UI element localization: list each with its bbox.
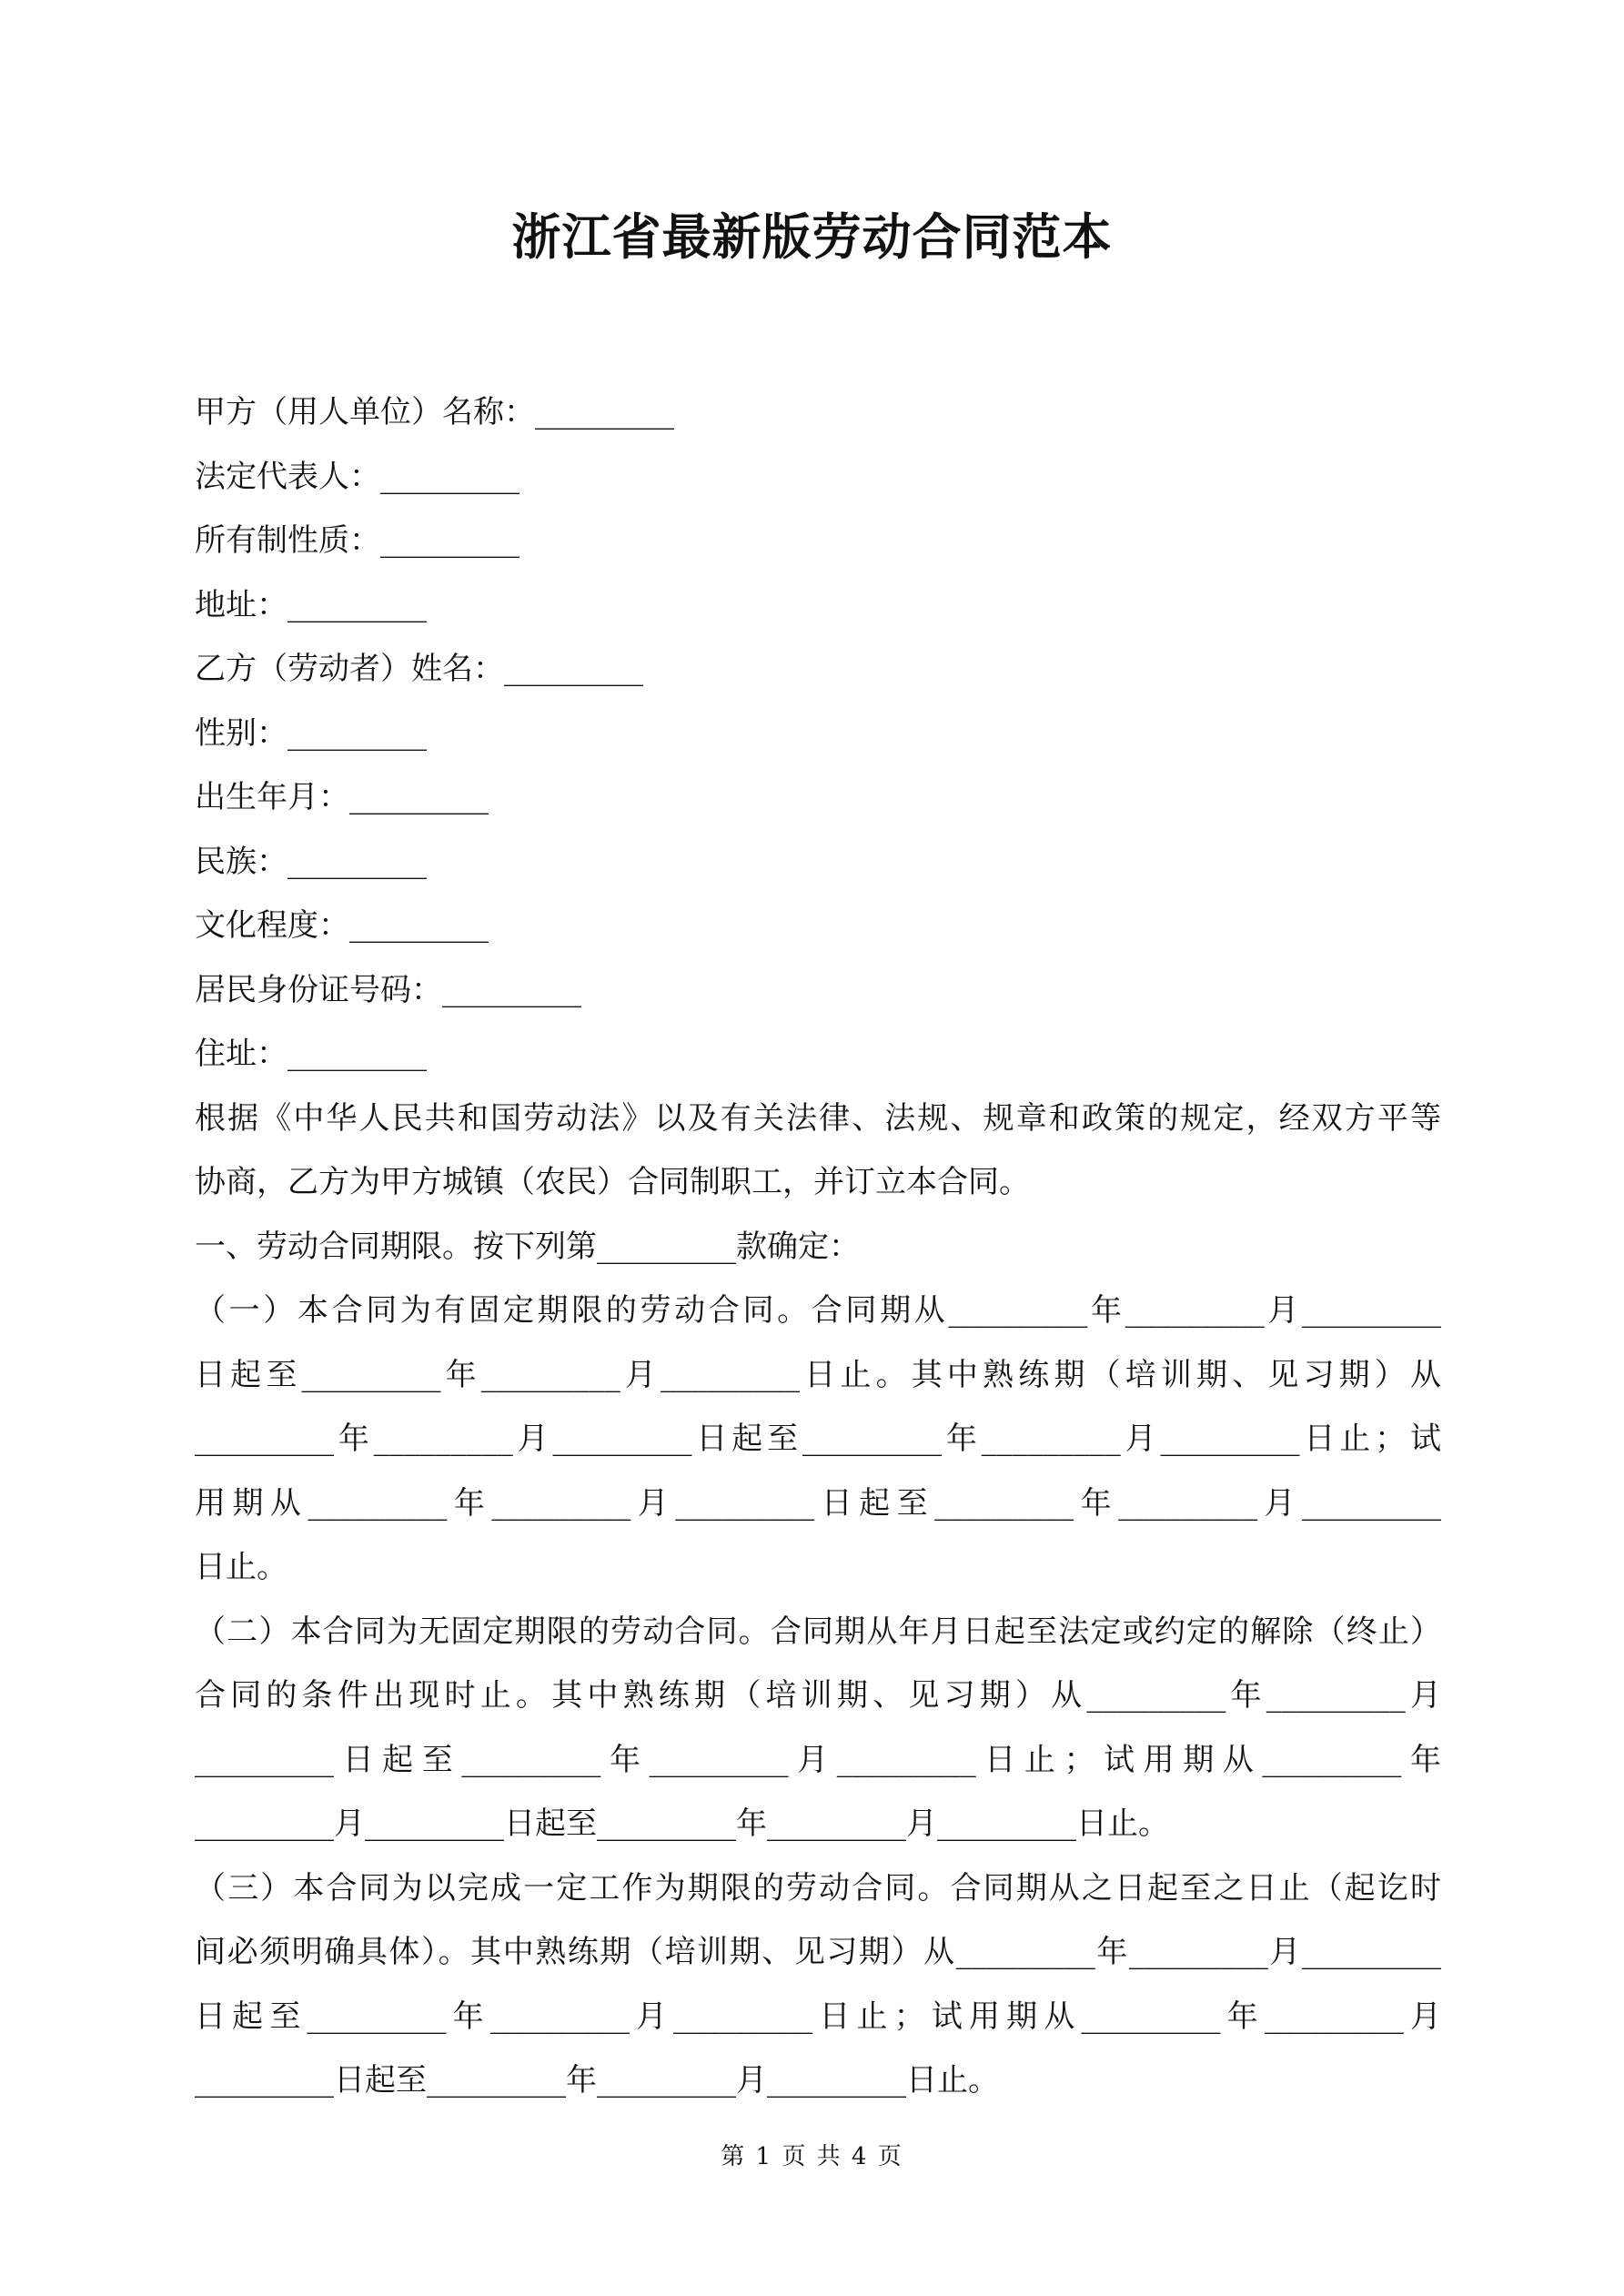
clause-line: 日起至_________年_________月_________日止。其中熟练期（培训期、见习期）从 <box>195 1356 1441 1393</box>
clause-line: _________日起至_________年_________月_________日止。 <box>195 2062 999 2099</box>
clause-line: 合同的条件出现时止。其中熟练期（培训期、见习期）从_________年_________月 <box>195 1677 1441 1714</box>
clause-line: （三）本合同为以完成一定工作为期限的劳动合同。合同期从之日起至之日止（起讫时 <box>195 1869 1441 1907</box>
clause-line: 日起至_________年_________月_________日止；试用期从_________年_________月 <box>195 1998 1441 2035</box>
party-a-name-line: 甲方（用人单位）名称：_________ <box>195 394 674 430</box>
clause-line: （一）本合同为有固定期限的劳动合同。合同期从_________年_________月_________ <box>195 1292 1441 1329</box>
clause-line: 日止。 <box>195 1549 287 1585</box>
clause-line: 间必须明确具体）。其中熟练期（培训期、见习期）从_________年_________月_________ <box>195 1934 1441 1970</box>
clause-line: 用期从_________年_________月_________日起至_________年_________月_________ <box>195 1484 1441 1522</box>
gender-line: 性别：_________ <box>195 714 427 752</box>
id-number-line: 居民身份证号码：_________ <box>195 971 581 1008</box>
clause-line: _________月_________日起至_________年_________月_________日止。 <box>195 1805 1169 1842</box>
ownership-nature-line: 所有制性质：_________ <box>195 522 519 559</box>
ethnicity-line: 民族：_________ <box>195 843 427 880</box>
preamble-line: 根据《中华人民共和国劳动法》以及有关法律、法规、规章和政策的规定，经双方平等 <box>195 1099 1441 1137</box>
party-a-address-line: 地址：_________ <box>195 586 427 623</box>
clause-line: _________年_________月_________日起至_________年_________月_________日止；试 <box>195 1421 1441 1457</box>
education-line: 文化程度：_________ <box>195 907 489 944</box>
page-title: 浙江省最新版劳动合同范本 <box>511 207 1113 266</box>
page-number-footer: 第 1 页 共 4 页 <box>721 2143 903 2170</box>
document-body <box>195 380 1441 2113</box>
preamble-line: 协商，乙方为甲方城镇（农民）合同制职工，并订立本合同。 <box>195 1164 1030 1200</box>
section-heading: 一、劳动合同期限。按下列第_________款确定： <box>195 1228 860 1265</box>
birth-date-line: 出生年月：_________ <box>195 779 489 815</box>
party-b-address-line: 住址：_________ <box>195 1036 427 1072</box>
clause-line: _________日起至_________年_________月_________日止；试用期从_________年 <box>195 1741 1441 1778</box>
legal-representative-line: 法定代表人：_________ <box>195 458 519 495</box>
party-b-name-line: 乙方（劳动者）姓名：_________ <box>195 651 643 687</box>
clause-line: （二）本合同为无固定期限的劳动合同。合同期从年月日起至法定或约定的解除（终止） <box>195 1613 1441 1650</box>
